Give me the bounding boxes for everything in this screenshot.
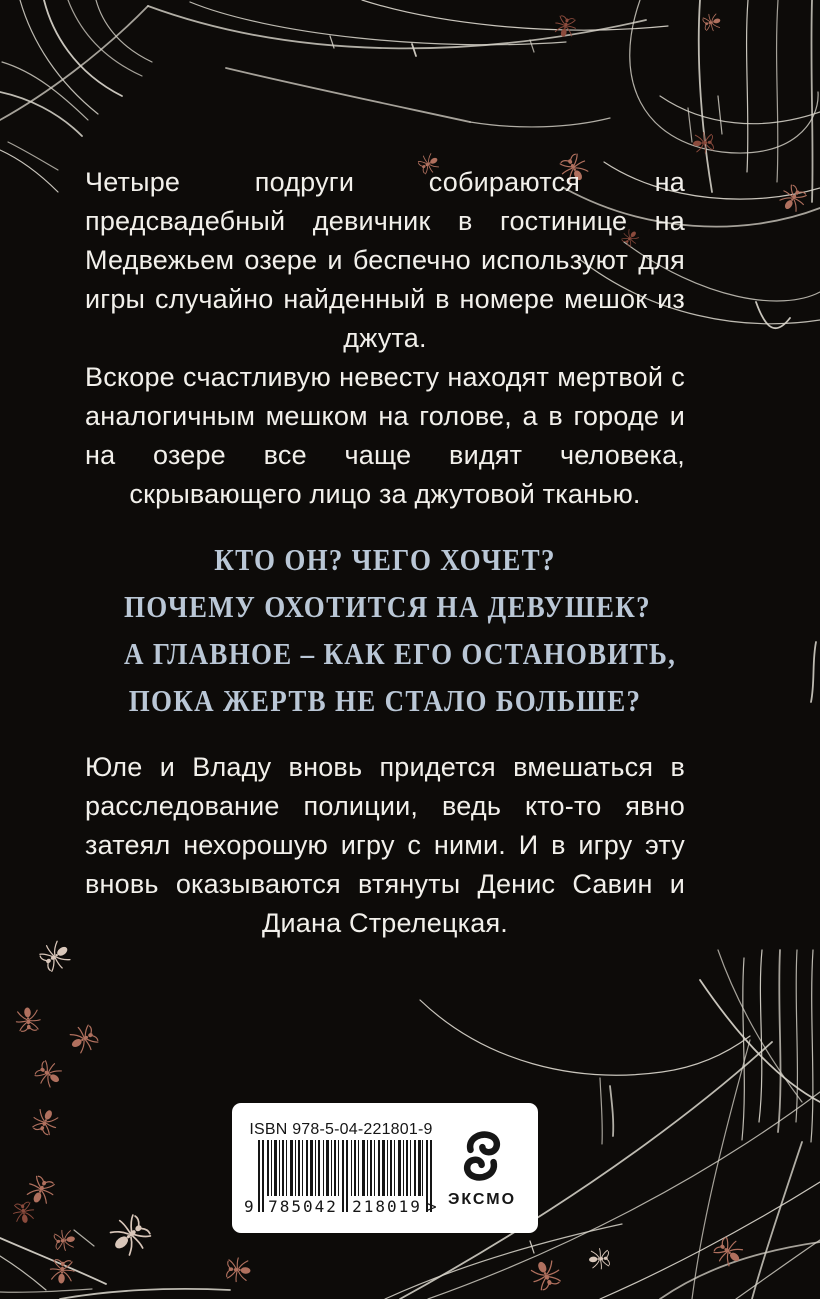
barcode-bar bbox=[358, 1140, 359, 1196]
barcode-bar bbox=[362, 1140, 365, 1196]
barcode-bar bbox=[382, 1140, 385, 1196]
barcode-bar bbox=[282, 1140, 284, 1196]
tagline-questions-block bbox=[124, 536, 677, 724]
barcode-bar bbox=[267, 1140, 269, 1196]
barcode-bar bbox=[398, 1140, 401, 1196]
synopsis-block-top bbox=[85, 163, 685, 514]
barcode-bar bbox=[351, 1140, 352, 1196]
barcode-bar bbox=[298, 1140, 300, 1196]
barcode-bar bbox=[290, 1140, 293, 1196]
barcode-digits bbox=[246, 1197, 436, 1215]
publisher-name: ЭКСМО bbox=[447, 1190, 517, 1208]
barcode-bar bbox=[422, 1140, 423, 1196]
barcode-panel bbox=[232, 1103, 538, 1233]
synopsis-paragraph-2: Вскоре счастливую невесту находят мертвой с аналогичным мешком на голове, а в городе и на озере все чаще видят человека, скрывающего лицо за джутовой тканью. bbox=[85, 362, 685, 509]
barcode-bar bbox=[394, 1140, 395, 1196]
barcode-bar bbox=[403, 1140, 404, 1196]
barcode-bar bbox=[378, 1140, 380, 1196]
synopsis-block-bottom bbox=[85, 748, 685, 943]
barcode-bar bbox=[323, 1140, 324, 1196]
barcode-bar bbox=[274, 1140, 277, 1196]
barcode-bar bbox=[295, 1140, 296, 1196]
barcode-bar bbox=[418, 1140, 421, 1196]
barcode-bar bbox=[370, 1140, 372, 1196]
barcode-bar bbox=[367, 1140, 368, 1196]
barcode-bar bbox=[331, 1140, 332, 1196]
barcode-bar bbox=[406, 1140, 408, 1196]
barcode-digit-group: 785042 bbox=[268, 1197, 338, 1216]
barcode-bar bbox=[306, 1140, 308, 1196]
barcode-bar bbox=[354, 1140, 356, 1196]
tagline-line-1: КТО ОН? ЧЕГО ХОЧЕТ? bbox=[214, 542, 556, 577]
barcode-block bbox=[246, 1121, 436, 1215]
synopsis-paragraph-1: Четыре подруги собираются на предсвадебный девичник в гостинице на Медвежьем озере и беспечно используют для игры случайно найденный в номере мешок из джута. bbox=[85, 167, 685, 353]
barcode-bar bbox=[390, 1140, 392, 1196]
publisher-logo-block bbox=[440, 1128, 524, 1209]
isbn-label: ISBN 978-5-04-221801-9 bbox=[249, 1121, 433, 1138]
barcode-bar bbox=[286, 1140, 287, 1196]
barcode-bar bbox=[374, 1140, 375, 1196]
eksmo-logo-icon bbox=[459, 1128, 505, 1184]
barcode-bar bbox=[387, 1140, 388, 1196]
barcode-bar bbox=[279, 1140, 280, 1196]
barcode-bar bbox=[302, 1140, 303, 1196]
barcode-bar bbox=[315, 1140, 316, 1196]
barcode-bar bbox=[410, 1140, 411, 1196]
barcode-bar bbox=[271, 1140, 272, 1196]
barcode-bar bbox=[318, 1140, 320, 1196]
barcode-digit-group: > bbox=[427, 1197, 437, 1216]
tagline-line-3: А ГЛАВНОЕ – КАК ЕГО ОСТАНОВИТЬ, bbox=[124, 636, 677, 671]
barcode-bar bbox=[338, 1140, 339, 1196]
barcode-bar bbox=[334, 1140, 336, 1196]
barcode-bar bbox=[310, 1140, 313, 1196]
tagline-line-2: ПОЧЕМУ ОХОТИТСЯ НА ДЕВУШЕК? bbox=[124, 589, 651, 624]
barcode-bar bbox=[326, 1140, 329, 1196]
tagline-line-4: ПОКА ЖЕРТВ НЕ СТАЛО БОЛЬШЕ? bbox=[128, 683, 642, 718]
barcode-bar bbox=[414, 1140, 416, 1196]
synopsis-paragraph-3: Юле и Владу вновь придется вмешаться в расследование полиции, ведь кто-то явно затеял нехорошую игру с ними. И в игру эту вновь оказываются втянуты Денис Савин и Диана Стрелецкая. bbox=[85, 752, 685, 938]
barcode-digit-group: 218019 bbox=[352, 1197, 422, 1216]
barcode-digit-group: 9 bbox=[244, 1197, 254, 1216]
